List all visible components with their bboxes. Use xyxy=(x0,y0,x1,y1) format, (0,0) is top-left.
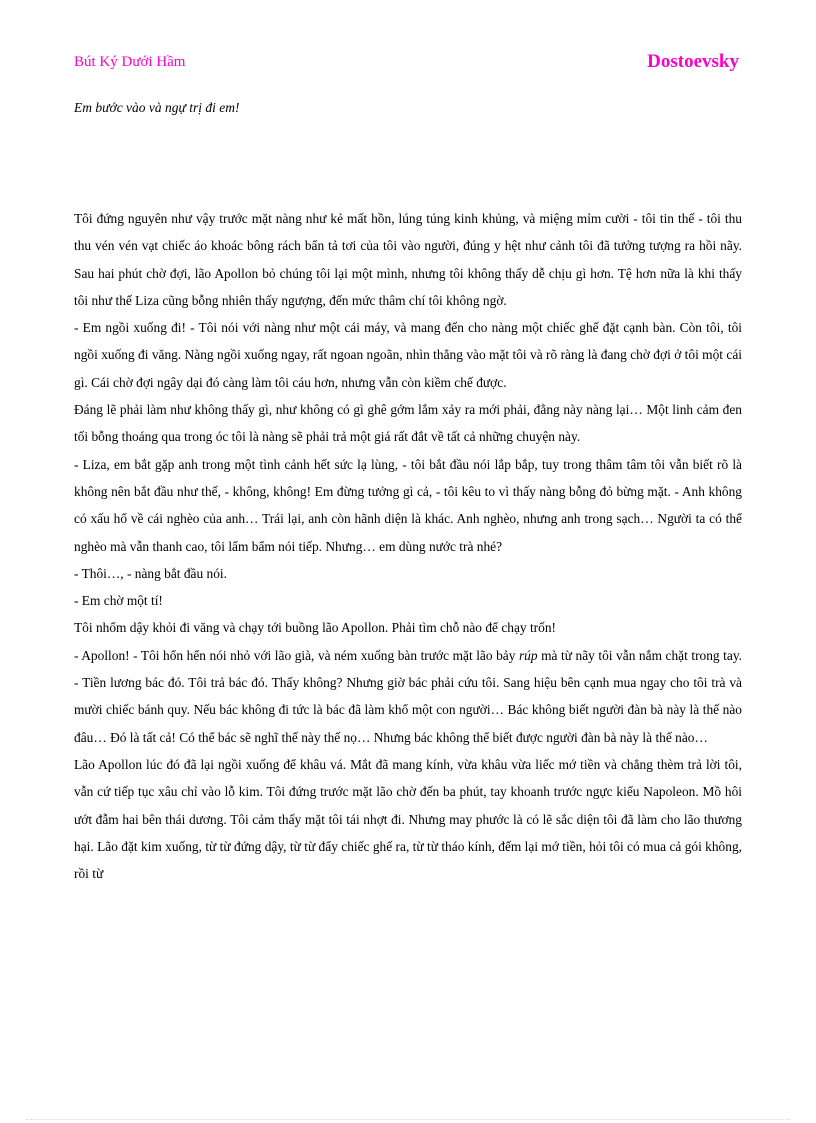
paragraph: Đáng lẽ phải làm như không thấy gì, như không có gì ghê gớm lắm xảy ra mới phải, đằng này nàng lại… Một linh cảm đen tối bỗng thoáng qua trong óc tôi là nàng sẽ phải trả một giá rất đắt về tất cả những chuyện này. xyxy=(74,402,742,445)
paragraph-segment: - Apollon! - Tôi hổn hển nói nhỏ với lão già, và ném xuống bàn trước mặt lão bảy xyxy=(74,647,519,663)
author-name: Dostoevsky xyxy=(647,51,739,72)
paragraph: Tôi nhổm dậy khỏi đi văng và chạy tới buồng lão Apollon. Phải tìm chỗ nào để chạy trốn! xyxy=(74,620,556,636)
epigraph: Em bước vào và ngự trị đi em! xyxy=(74,100,240,115)
paragraph: - Liza, em bắt gặp anh trong một tình cảnh hết sức lạ lùng, - tôi bắt đầu nói lắp bắp, tuy trong thâm tâm tôi vẫn biết rõ là không nên bắt đầu như thế, - không, không! Em đừng tưởng gì cả, - tôi kêu to vì thấy nàng bỗng đỏ bừng mặt. - Anh không có xấu hổ về cái nghèo của anh… Trái lại, anh còn hãnh diện là khác. Anh nghèo, nhưng anh trong sạch… Người ta có thể nghèo mà vẫn thanh cao, tôi lẩm bẩm nói tiếp. Nhưng… em dùng nước trà nhé? xyxy=(74,456,742,554)
paragraph: - Em ngồi xuống đi! - Tôi nói với nàng như một cái máy, và mang đến cho nàng một chiếc ghế đặt cạnh bàn. Còn tôi, tôi ngồi xuống đi văng. Nàng ngồi xuống ngay, rất ngoan ngoãn, nhìn thẳng vào mặt tôi và rõ ràng là đang chờ đợi ở tôi một cái gì. Cái chờ đợi ngây dại đó càng làm tôi cáu hơn, nhưng vẫn còn kiềm chế được. xyxy=(74,320,742,390)
emphasis-word: rúp xyxy=(518,647,538,663)
paragraph: Lão Apollon lúc đó đã lại ngồi xuống để khâu vá. Mắt đã mang kính, vừa khâu vừa liếc mớ tiền và chẳng thèm trả lời tôi, vẫn cứ tiếp tục xâu chỉ vào lỗ kim. Tôi đứng trước mặt lão chờ đến ba phút, tay khoanh trước ngực kiểu Napoleon. Mồ hôi ướt đẫm hai bên thái dương. Tôi cảm thấy mặt tôi tái nhợt đi. Nhưng may phước là có lẽ sắc diện tôi đã làm cho lão thương hại. Lão đặt kim xuống, từ từ đứng dậy, từ từ đẩy chiếc ghế ra, từ từ tháo kính, đếm lại mớ tiền, hỏi tôi có mua cả gói không, rồi từ xyxy=(74,756,742,882)
page-bottom-divider xyxy=(26,1119,790,1120)
body-text xyxy=(74,205,742,887)
paragraph xyxy=(74,642,742,751)
paragraph: - Thôi…, - nàng bắt đầu nói. xyxy=(74,565,227,581)
paragraph: - Em chờ một tí! xyxy=(74,593,163,609)
book-title: Bút Ký Dưới Hầm xyxy=(74,54,186,70)
paragraph: Tôi đứng nguyên như vậy trước mặt nàng như kẻ mất hồn, lúng túng kinh khủng, và miệng mỉm cười - tôi tin thế - tôi thu thu vén vén vạt chiếc áo khoác bông rách bẩn tả tơi của tôi vào người, đúng y hệt như cảnh tôi đã tưởng tượng ra hồi nãy. Sau hai phút chờ đợi, lão Apollon bỏ chúng tôi lại một mình, nhưng tôi không thấy dễ chịu gì hơn. Tệ hơn nữa là khi thấy tôi như thế Liza cũng bỗng nhiên thấy ngượng, đến mức thâm chí tôi không ngờ. xyxy=(74,211,742,308)
paragraph-segment: mà từ nãy tôi vẫn nắm chặt trong tay. - Tiền lương bác đó. Tôi trả bác đó. Thấy không? Nhưng giờ bác phải cứu tôi. Sang hiệu bên cạnh mua ngay cho tôi trà và mười chiếc bánh quy. Nếu bác không đi tức là bác đã làm khổ một con người… Bác không biết người đàn bà này là thế nào đâu… Đó là tất cả! Có thể bác sẽ nghĩ thế này thế nọ… Nhưng bác không thể biết được người đàn bà này là thế nào… xyxy=(74,647,742,745)
